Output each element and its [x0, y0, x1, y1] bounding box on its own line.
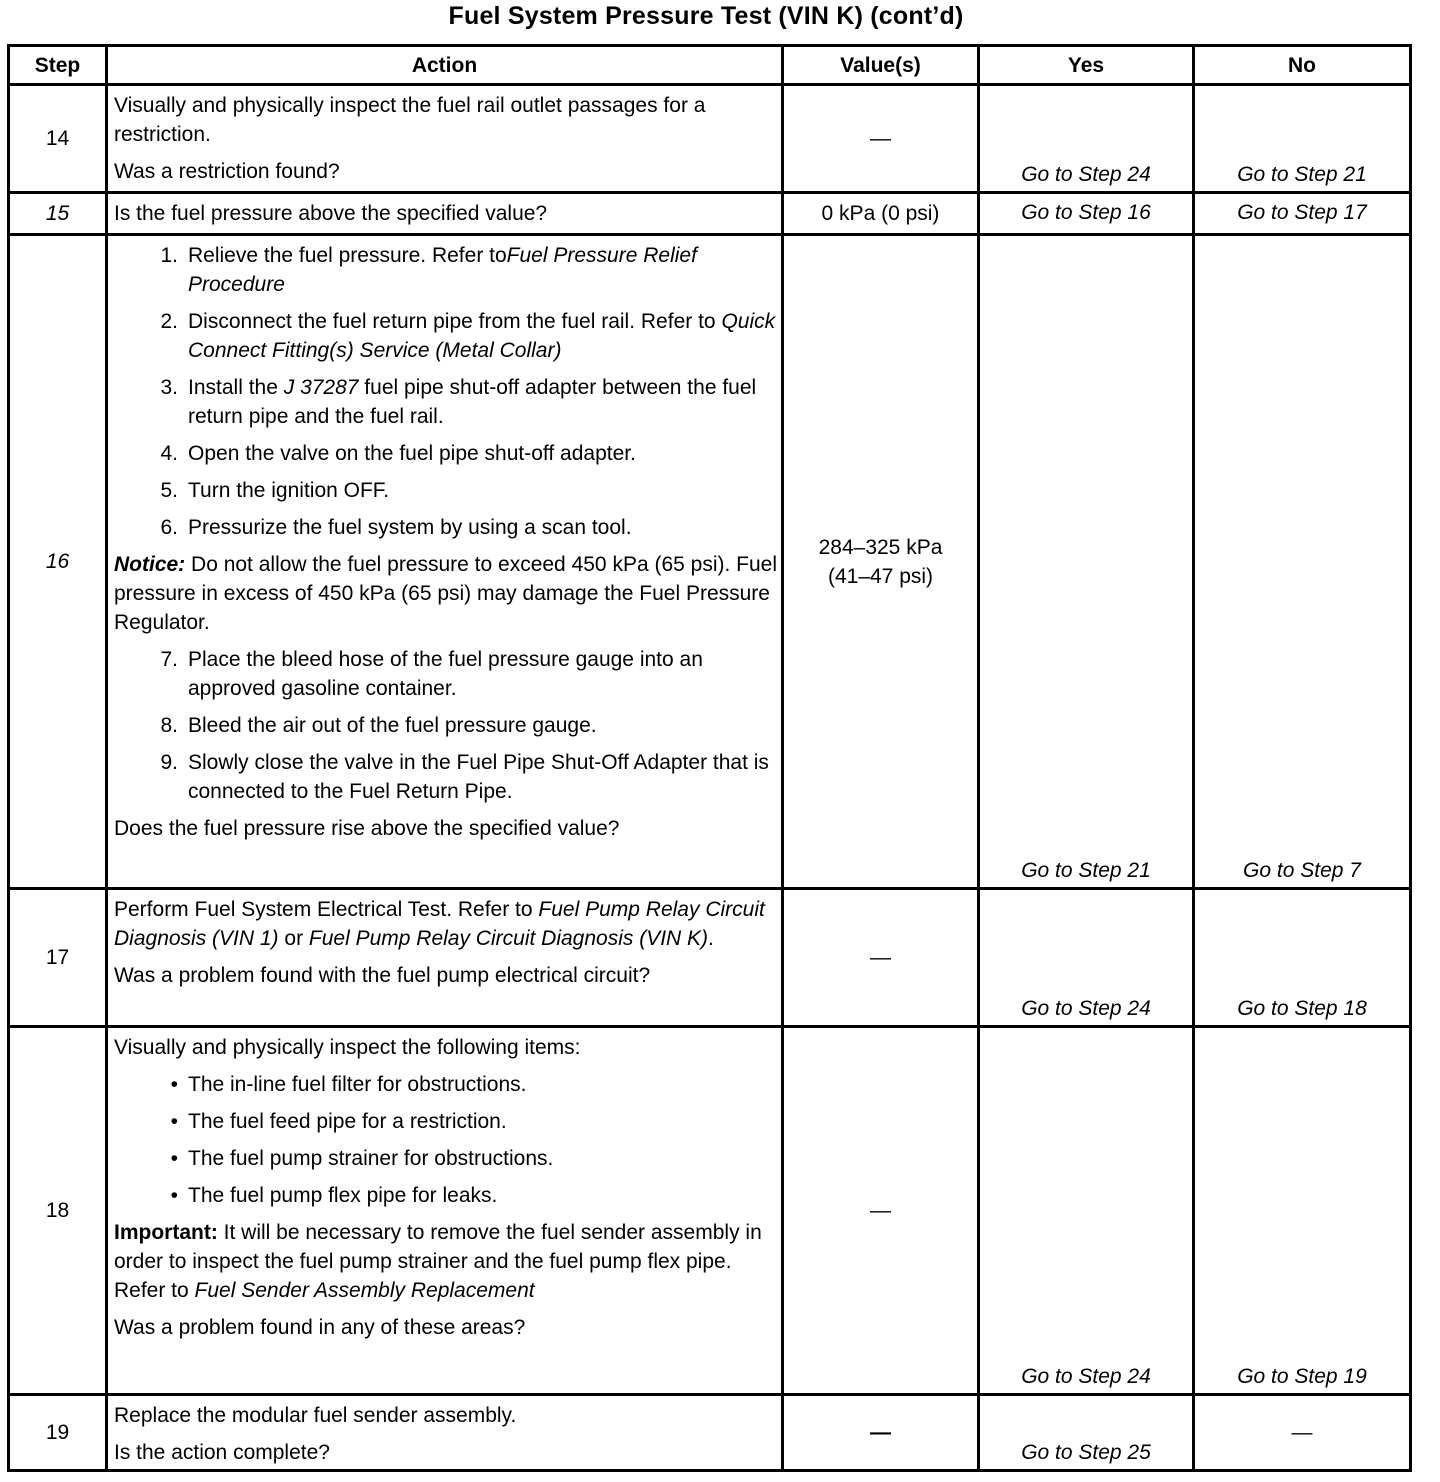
action-cell: [107, 235, 783, 889]
step-number: 14: [9, 85, 107, 193]
yes-link[interactable]: Go to Step 21: [979, 235, 1194, 889]
list-item: • The in-line fuel filter for obstructions.: [114, 1070, 777, 1099]
step-item-number: 1.: [160, 244, 178, 267]
notice-paragraph: Notice: Do not allow the fuel pressure to exceed 450 kPa (65 psi). Fuel pressure in excess of 450 kPa (65 psi) may damage the Fuel Pressure Regulator.: [114, 553, 778, 634]
tool-reference: J 37287: [283, 376, 359, 399]
list-item: [114, 711, 777, 740]
yes-link[interactable]: Go to Step 24: [979, 85, 1194, 193]
table-row: [9, 235, 1411, 889]
table-row: [9, 1395, 1411, 1471]
action-question: Does the fuel pressure rise above the specified value?: [114, 817, 620, 840]
action-question: Was a problem found with the fuel pump electrical circuit?: [114, 964, 651, 987]
no-link[interactable]: Go to Step 21: [1194, 85, 1411, 193]
bullet: •: [170, 1073, 178, 1096]
table-row: [9, 193, 1411, 235]
procedure-steps: [114, 241, 777, 542]
list-item: [114, 645, 777, 703]
header-no: No: [1194, 46, 1411, 85]
table-row: [9, 1027, 1411, 1395]
action-question: Was a problem found in any of these areas?: [114, 1316, 526, 1339]
reference-link[interactable]: Fuel Pump Relay Circuit Diagnosis (VIN K): [308, 927, 709, 950]
list-item: [114, 748, 777, 806]
procedure-table: [7, 44, 1412, 1472]
yes-link[interactable]: Go to Step 25: [979, 1395, 1194, 1471]
notice-label: Notice:: [114, 553, 186, 576]
step-item-number: 3.: [160, 376, 178, 399]
value-cell: 284–325 kPa (41–47 psi): [783, 235, 979, 889]
list-item: [114, 373, 777, 431]
step-item-text: Relieve the fuel pressure. Refer toFuel Pressure Relief Procedure: [188, 244, 697, 296]
step-item-text: Turn the ignition OFF.: [188, 479, 390, 502]
no-link[interactable]: Go to Step 18: [1194, 889, 1411, 1027]
reference-link[interactable]: Quick Connect Fitting(s) Service (Metal Collar): [188, 310, 776, 362]
no-link[interactable]: Go to Step 17: [1194, 193, 1411, 235]
step-item-text: Place the bleed hose of the fuel pressure gauge into an approved gasoline container.: [188, 648, 703, 700]
value-cell: —: [783, 85, 979, 193]
no-value: —: [1194, 1395, 1411, 1471]
step-item-number: 4.: [160, 442, 178, 465]
step-item-text: Disconnect the fuel return pipe from the fuel rail. Refer to Quick Connect Fitting(s) Service (Metal Collar): [188, 310, 776, 362]
step-item-number: 2.: [160, 310, 178, 333]
bullet: •: [170, 1147, 178, 1170]
step-item-number: 9.: [160, 751, 178, 774]
list-item: [114, 241, 777, 299]
action-cell: [107, 1027, 783, 1395]
value-cell: —: [783, 1395, 979, 1471]
list-item: • The fuel feed pipe for a restriction.: [114, 1107, 777, 1136]
no-link[interactable]: Go to Step 19: [1194, 1027, 1411, 1395]
action-text: Perform Fuel System Electrical Test. Refer to Fuel Pump Relay Circuit Diagnosis (VIN 1) or Fuel Pump Relay Circuit Diagnosis (VIN K).: [114, 898, 765, 950]
step-number: 18: [9, 1027, 107, 1395]
action-cell: [107, 1395, 783, 1471]
action-cell: [107, 193, 783, 235]
step-item-text: Install the J 37287 fuel pipe shut-off adapter between the fuel return pipe and the fuel rail.: [188, 376, 757, 428]
step-item-text: Slowly close the valve in the Fuel Pipe Shut-Off Adapter that is connected to the Fuel Return Pipe.: [188, 751, 769, 803]
step-number: 15: [9, 193, 107, 235]
procedure-steps: [114, 645, 777, 806]
action-question: Is the action complete?: [114, 1441, 330, 1464]
header-action: Action: [107, 46, 783, 85]
action-cell: [107, 889, 783, 1027]
action-question: Was a restriction found?: [114, 160, 340, 183]
page-title: Fuel System Pressure Test (VIN K) (cont’d): [448, 2, 964, 30]
step-item-number: 7.: [160, 648, 178, 671]
list-item: [114, 476, 777, 505]
bullet: •: [170, 1184, 178, 1207]
reference-link[interactable]: Fuel Pressure Relief Procedure: [188, 244, 697, 296]
step-item-number: 6.: [160, 516, 178, 539]
inspection-list: [114, 1070, 777, 1210]
list-item: [114, 307, 777, 365]
header-row: [9, 46, 1411, 85]
list-item: • The fuel pump strainer for obstructions.: [114, 1144, 777, 1173]
bullet: •: [170, 1110, 178, 1133]
list-item: [114, 439, 777, 468]
list-item: • The fuel pump flex pipe for leaks.: [114, 1181, 777, 1210]
action-text: Visually and physically inspect the fuel rail outlet passages for a restriction.: [114, 94, 706, 146]
table-row: [9, 85, 1411, 193]
step-item-text: Open the valve on the fuel pipe shut-off adapter.: [188, 442, 636, 465]
important-paragraph: Important: It will be necessary to remove the fuel sender assembly in order to inspect the fuel pump strainer and the fuel pump flex pipe. Refer to Fuel Sender Assembly Replacement: [114, 1221, 762, 1302]
value-cell: —: [783, 1027, 979, 1395]
reference-link[interactable]: Fuel Pump Relay Circuit Diagnosis (VIN 1): [114, 898, 765, 950]
step-item-text: Pressurize the fuel system by using a scan tool.: [188, 516, 632, 539]
step-number: 17: [9, 889, 107, 1027]
no-link[interactable]: Go to Step 7: [1194, 235, 1411, 889]
step-number: 19: [9, 1395, 107, 1471]
step-number: 16: [9, 235, 107, 889]
step-item-number: 8.: [160, 714, 178, 737]
yes-link[interactable]: Go to Step 24: [979, 889, 1194, 1027]
step-item-text: Bleed the air out of the fuel pressure gauge.: [188, 714, 597, 737]
important-label: Important:: [114, 1221, 218, 1244]
header-yes: Yes: [979, 46, 1194, 85]
yes-link[interactable]: Go to Step 24: [979, 1027, 1194, 1395]
list-item: [114, 513, 777, 542]
step-item-number: 5.: [160, 479, 178, 502]
reference-link[interactable]: Fuel Sender Assembly Replacement: [194, 1279, 535, 1302]
table-row: [9, 889, 1411, 1027]
value-cell: —: [783, 889, 979, 1027]
value-cell: 0 kPa (0 psi): [783, 193, 979, 235]
action-text: Visually and physically inspect the following items:: [114, 1036, 581, 1059]
header-step: Step: [9, 46, 107, 85]
header-values: Value(s): [783, 46, 979, 85]
action-text: Replace the modular fuel sender assembly.: [114, 1404, 517, 1427]
action-cell: [107, 85, 783, 193]
yes-link[interactable]: Go to Step 16: [979, 193, 1194, 235]
action-question: Is the fuel pressure above the specified value?: [114, 202, 548, 225]
